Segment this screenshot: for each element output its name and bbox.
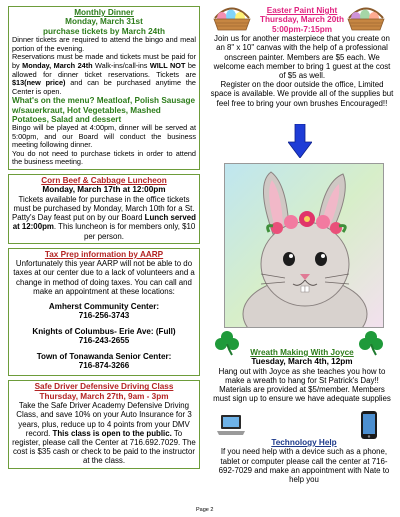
corned-beef-date: Monday, March 17th at 12:00pm bbox=[42, 185, 166, 195]
dinner-p2-date: Monday, March 24th bbox=[22, 61, 93, 70]
tax-location-3-phone: 716-874-3266 bbox=[78, 361, 130, 371]
corned-beef-lunch-time: Lunch served at 12:00pm bbox=[12, 213, 196, 232]
easter-time: 5:00pm-7:15pm bbox=[271, 24, 333, 34]
driving-class-section bbox=[8, 380, 200, 468]
driving-title: Safe Driver Defensive Driving Class bbox=[34, 382, 174, 392]
dinner-menu: What's on the menu? Meatloaf, Polish Sausage w/sauerkraut, Hot Vegetables, Mashed Potatoes, Salad and dessert bbox=[12, 96, 196, 124]
dinner-paragraph-3: Bingo will be played at 4:00pm, dinner will be served at 5:00pm, and our Board will conduct the business meeting following dinner. bbox=[12, 122, 196, 150]
bunny-painting-image bbox=[224, 163, 384, 328]
tech-title: Technology Help bbox=[271, 438, 337, 447]
corned-beef-title: Corn Beef & Cabbage Luncheon bbox=[41, 175, 167, 185]
arrow-down-icon bbox=[288, 124, 312, 158]
tax-location-1-phone: 716-256-3743 bbox=[78, 311, 130, 321]
tax-title: Tax Prep information by AARP bbox=[44, 249, 164, 259]
easter-paragraph-2: Register on the door outside the office, Limited space is available. We provide all of the supplies but feel free to bring your own brushes Encouraged!! bbox=[210, 80, 394, 108]
dinner-title: Monthly Dinner bbox=[74, 8, 134, 17]
driving-text-a: Take the Safe Driver Academy Defensive Driving Class, and save 10% on your Auto Insurance for 3 years, plus, reduce up to 4 points from your DMV record. bbox=[16, 401, 192, 438]
corned-beef-text-a: Tickets available for purchase in the office tickets must be purchased by Monday, March 10th for a St. Patty's Day feast put on by our Board bbox=[12, 194, 195, 223]
tax-location-1-name: Amherst Community Center: bbox=[48, 302, 160, 311]
dinner-p2-price: $13(new price) bbox=[12, 78, 66, 88]
bunny-icon bbox=[225, 164, 384, 328]
easter-date: Thursday, March 20th bbox=[259, 15, 345, 25]
tax-location-2-phone: 716-243-2655 bbox=[78, 336, 130, 346]
page-number: Page 2 bbox=[196, 507, 214, 513]
right-column bbox=[210, 6, 394, 108]
monthly-dinner-section bbox=[8, 6, 200, 170]
tax-location-3-name: Town of Tonawanda Senior Center: bbox=[36, 351, 172, 361]
dinner-p2-will-not: WILL NOT bbox=[149, 61, 186, 70]
corned-beef-paragraph bbox=[12, 195, 196, 241]
dinner-paragraph-1: Dinner tickets are required to attend the bingo and meal portion of the evening. bbox=[12, 35, 196, 53]
dinner-p2-text-c: Walk-ins/call-ins bbox=[92, 61, 150, 70]
dinner-paragraph-2 bbox=[12, 53, 196, 96]
technology-help-section bbox=[214, 438, 394, 484]
dinner-paragraph-4: You do not need to purchase tickets in order to attend the business meeting. bbox=[12, 148, 196, 167]
dinner-p2-text-a: Reservations must be made and tickets must be paid for by bbox=[12, 52, 196, 70]
corned-beef-section bbox=[8, 174, 200, 244]
wreath-section bbox=[210, 348, 394, 404]
driving-open-public: This class is open to the public. bbox=[52, 428, 172, 438]
tech-paragraph: If you need help with a device such as a phone, tablet or computer please call the center at 716-692-7029 and make an appointment with Nate to help you bbox=[218, 447, 390, 485]
easter-paint-section bbox=[210, 6, 394, 108]
dinner-date: Monday, March 31st bbox=[65, 17, 143, 27]
corned-beef-text-c: . This luncheon is for members only, $10 per person. bbox=[53, 222, 196, 241]
dinner-deadline: purchase tickets by March 24th bbox=[43, 26, 165, 36]
easter-paragraph-1: Join us for another masterpiece that you create on an 8" x 10" canvas with the help of a professional onscreen painter. Members are $5 each. We welcome each member to bring 1 guest at the cost of $5 as well. bbox=[213, 34, 391, 81]
dinner-p2-text-g: and can be purchased anytime the Center is open. bbox=[12, 78, 196, 96]
tax-paragraph: Unfortunately this year AARP will not be able to do taxes at our center due to a lack of volunteers and a change in method of doing taxes. You can call and make an appointment at these locations: bbox=[13, 259, 195, 296]
smartphone-icon bbox=[360, 410, 378, 440]
driving-date: Thursday, March 27th, 9am - 3pm bbox=[39, 391, 169, 401]
wreath-title: Wreath Making With Joyce bbox=[250, 348, 354, 357]
easter-title: Easter Paint Night bbox=[266, 6, 338, 15]
driving-paragraph bbox=[12, 401, 196, 465]
dinner-p2-text-e: be allowed for dinner ticket reservations. Tickets are bbox=[12, 61, 196, 79]
wreath-date: Tuesday, March 4th, 12pm bbox=[251, 357, 353, 367]
driving-text-c: To register, please call the Center at 716.692.7029. The cost is $35 cash or check to be paid to the instructor at the class. bbox=[12, 428, 196, 466]
tax-location-2-name: Knights of Columbus- Erie Ave: (Full) bbox=[32, 326, 176, 336]
wreath-paragraph: Hang out with Joyce as she teaches you how to make a wreath to hang for St Patrick's Day!! Materials are provided at $5/member. Members must sign up to ensure we have adequate supplies bbox=[213, 366, 391, 404]
laptop-icon bbox=[216, 414, 246, 436]
left-column bbox=[8, 6, 200, 473]
tax-prep-section bbox=[8, 248, 200, 377]
